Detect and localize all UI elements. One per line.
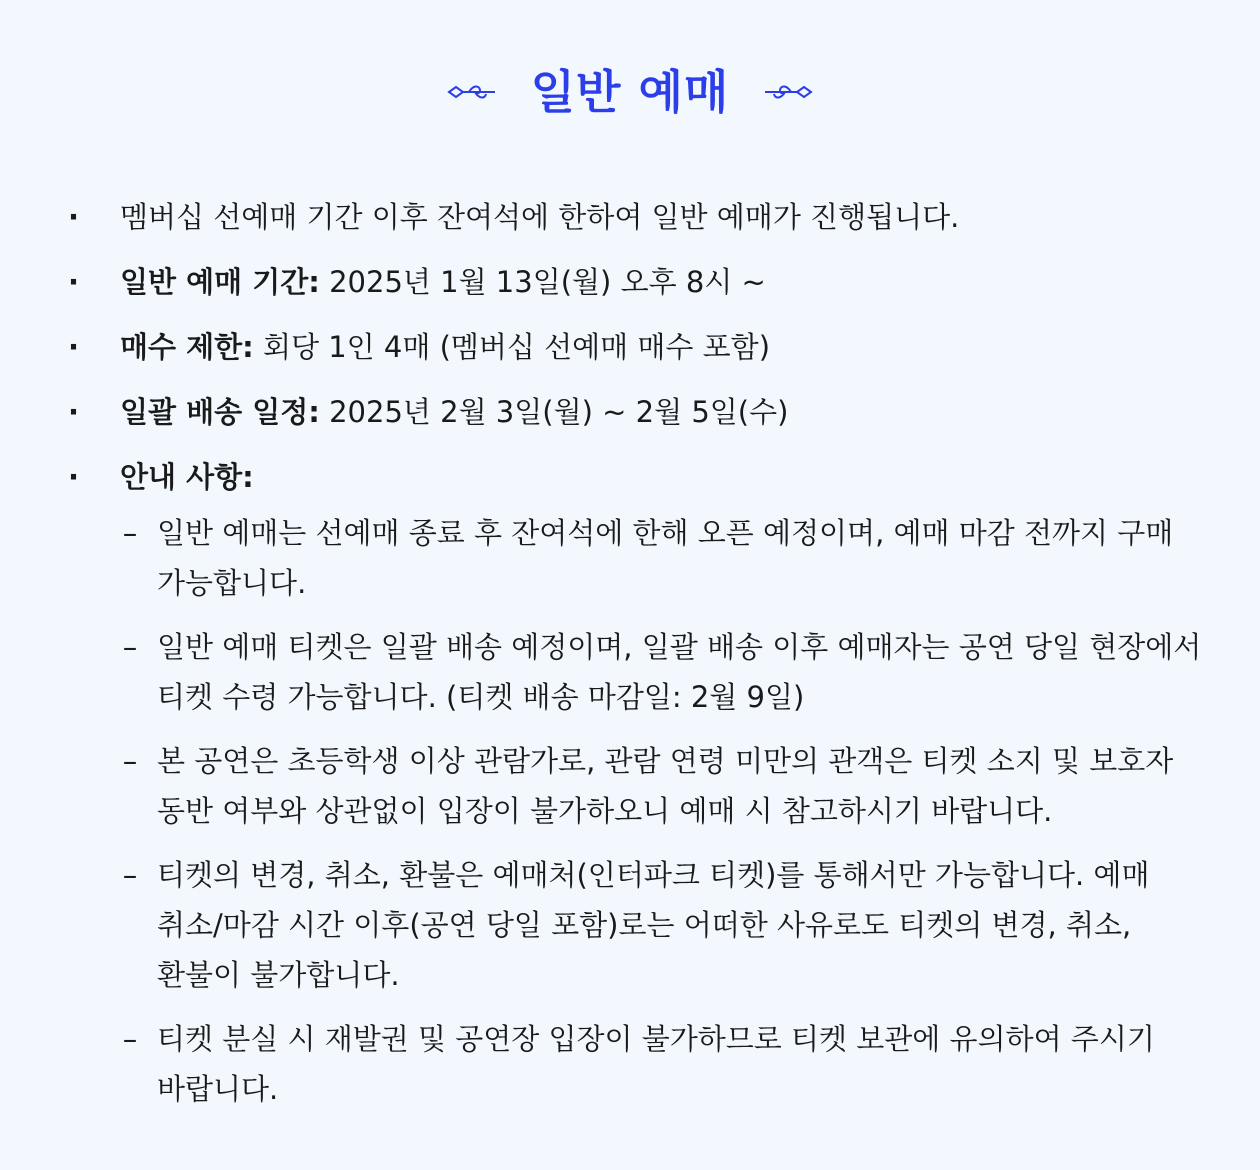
ornament-left-icon: [447, 82, 497, 102]
list-item-label: 안내 사항:: [120, 460, 254, 494]
list-item: [0, 257, 1260, 307]
note-line: 본 공연은 초등학생 이상 관람가로, 관람 연령 미만의 관객은 티켓 소지 및 보호자: [157, 744, 1174, 778]
note-line: 일반 예매는 선예매 종료 후 잔여석에 한해 오픈 예정이며, 예매 마감 전까지 구매: [157, 516, 1174, 550]
page-title: 일반 예매: [530, 65, 730, 119]
list-item-label: 일괄 배송 일정:: [120, 395, 320, 429]
note-line: 일반 예매 티켓은 일괄 배송 예정이며, 일괄 배송 이후 예매자는 공연 당일 현장에서: [157, 630, 1202, 664]
list-item-text: [120, 257, 766, 307]
list-item-value: 회당 1인 4매 (멤버십 선예매 매수 포함): [253, 330, 771, 364]
bullet-mark: ·: [68, 265, 80, 299]
list-item: [0, 452, 1260, 502]
list-item-text: [120, 322, 770, 372]
bullet-mark: ·: [68, 200, 80, 234]
list-item-text: [120, 387, 788, 437]
note-line: 동반 여부와 상관없이 입장이 불가하오니 예매 시 참고하시기 바랍니다.: [157, 794, 1053, 828]
note-line: 티켓의 변경, 취소, 환불은 예매처(인터파크 티켓)를 통해서만 가능합니다. 예매: [157, 858, 1150, 892]
bullet-mark: ·: [68, 395, 80, 429]
list-item-value: 2025년 1월 13일(월) 오후 8시 ~: [319, 265, 766, 299]
note-line: 취소/마감 시간 이후(공연 당일 포함)로는 어떠한 사유로도 티켓의 변경, 취소,: [157, 908, 1132, 942]
list-item-label: 일반 예매 기간:: [120, 265, 320, 299]
note-line: 바랍니다.: [157, 1072, 279, 1106]
dash-mark: –: [122, 516, 138, 550]
list-item: [0, 387, 1260, 437]
note-line: 환불이 불가합니다.: [157, 958, 400, 992]
list-item: [0, 192, 1260, 242]
list-item: [0, 322, 1260, 372]
title-row: [0, 60, 1260, 124]
list-item-value: 멤버십 선예매 기간 이후 잔여석에 한하여 일반 예매가 진행됩니다.: [120, 200, 960, 234]
list-item-value: 2025년 2월 3일(월) ~ 2월 5일(수): [319, 395, 789, 429]
list-item-text: [120, 192, 959, 242]
bullet-mark: ·: [68, 460, 80, 494]
dash-mark: –: [122, 1022, 138, 1056]
dash-mark: –: [122, 744, 138, 778]
dash-mark: –: [122, 630, 138, 664]
bullet-mark: ·: [68, 330, 80, 364]
list-item-text: [120, 452, 254, 502]
note-line: 티켓 수령 가능합니다. (티켓 배송 마감일: 2월 9일): [157, 680, 805, 714]
note-line: 티켓 분실 시 재발권 및 공연장 입장이 불가하므로 티켓 보관에 유의하여 주시기: [157, 1022, 1155, 1056]
dash-mark: –: [122, 858, 138, 892]
note-line: 가능합니다.: [157, 566, 307, 600]
ornament-right-icon: [763, 82, 813, 102]
list-item-label: 매수 제한:: [120, 330, 254, 364]
